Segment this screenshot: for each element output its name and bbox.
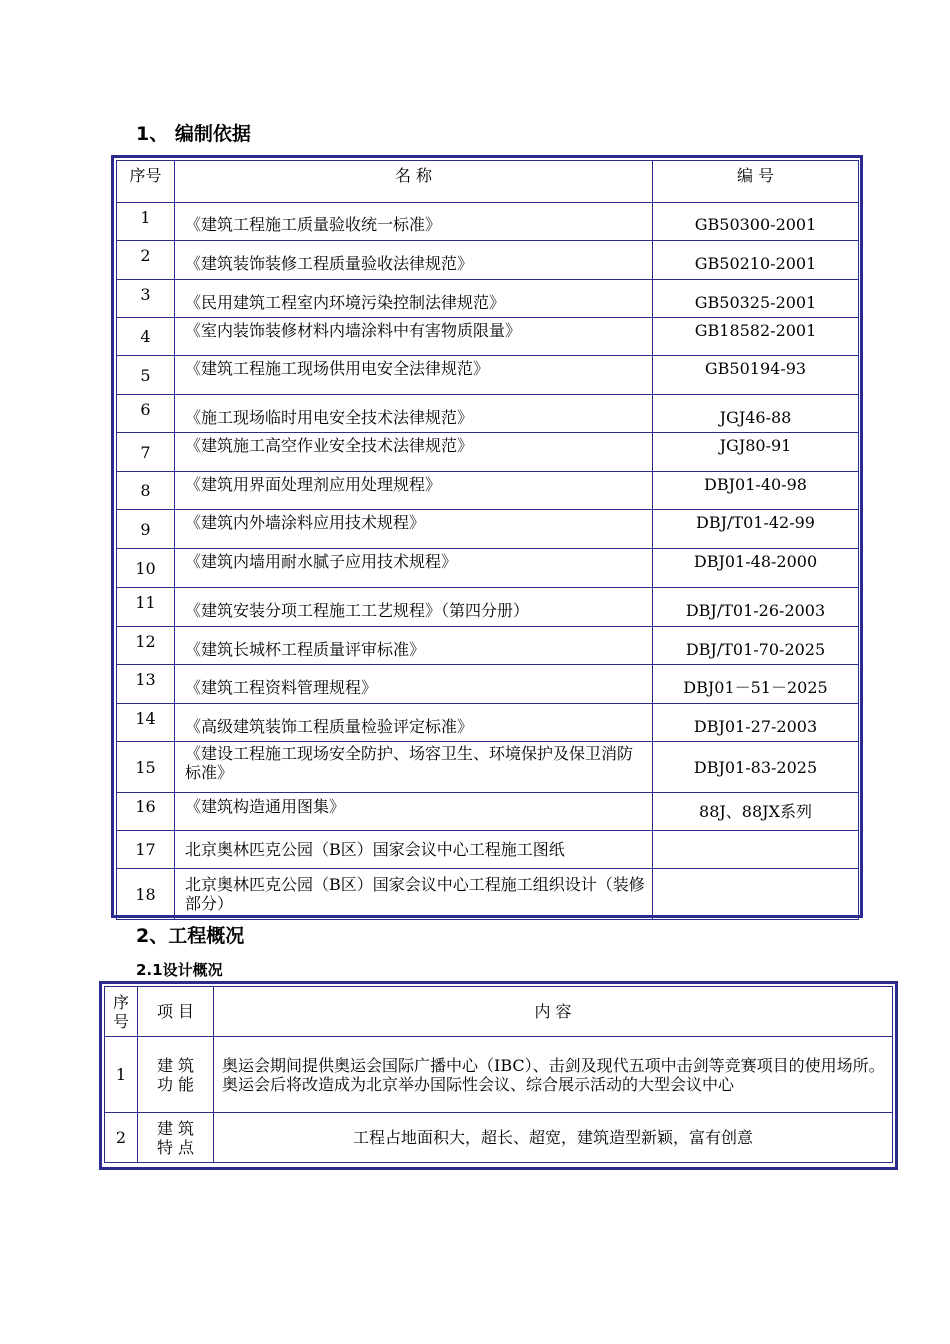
table-header-row	[105, 987, 893, 1037]
row-no: 2	[117, 241, 175, 280]
row-content: 工程占地面积大，超长、超宽，建筑造型新颖，富有创意	[214, 1113, 893, 1163]
section-2-1-title: 2.1设计概况	[136, 961, 223, 979]
table-row	[117, 665, 859, 704]
row-no: 2	[105, 1113, 138, 1163]
table-row	[117, 280, 859, 318]
row-name: 《建筑构造通用图集》	[175, 793, 653, 831]
row-name: 《建筑内外墙涂料应用技术规程》	[175, 510, 653, 549]
header-content: 内 容	[214, 987, 893, 1037]
row-code: DBJ/T01-26-2003	[653, 588, 859, 627]
table-row	[117, 472, 859, 510]
table-row	[117, 704, 859, 742]
row-code: JGJ80-91	[653, 433, 859, 472]
row-no: 3	[117, 280, 175, 318]
table-row	[117, 549, 859, 588]
standards-table	[111, 155, 863, 918]
row-name: 北京奥林匹克公园（B区）国家会议中心工程施工图纸	[175, 831, 653, 869]
row-code: GB18582-2001	[653, 318, 859, 356]
row-no: 11	[117, 588, 175, 627]
row-no: 4	[117, 318, 175, 356]
table-row	[117, 869, 859, 920]
header-item: 项 目	[138, 987, 214, 1037]
table-row	[117, 793, 859, 831]
row-no: 5	[117, 356, 175, 395]
table-row	[117, 395, 859, 433]
row-name: 《建设工程施工现场安全防护、场容卫生、环境保护及保卫消防标准》	[175, 742, 653, 793]
row-no: 1	[117, 203, 175, 241]
row-name: 《民用建筑工程室内环境污染控制法律规范》	[175, 280, 653, 318]
row-name: 北京奥林匹克公园（B区）国家会议中心工程施工组织设计（装修部分）	[175, 869, 653, 920]
table-row	[117, 203, 859, 241]
row-name: 《建筑装饰装修工程质量验收法律规范》	[175, 241, 653, 280]
row-code: DBJ/T01-70-2025	[653, 627, 859, 665]
row-code: 88J、88JX系列	[653, 793, 859, 831]
row-code: JGJ46-88	[653, 395, 859, 433]
table-header-row	[117, 161, 859, 203]
design-overview-table	[99, 981, 898, 1170]
row-code: GB50300-2001	[653, 203, 859, 241]
row-no: 8	[117, 472, 175, 510]
table-row	[117, 588, 859, 627]
table-row	[105, 1113, 893, 1163]
row-code: DBJ01-83-2025	[653, 742, 859, 793]
row-no: 15	[117, 742, 175, 793]
row-no: 13	[117, 665, 175, 704]
table-row	[117, 742, 859, 793]
design-overview-grid	[104, 986, 893, 1163]
standards-table-grid	[116, 160, 859, 920]
header-no: 序号	[117, 161, 175, 203]
row-code: GB50194-93	[653, 356, 859, 395]
row-name: 《建筑安装分项工程施工工艺规程》（第四分册）	[175, 588, 653, 627]
table-row	[117, 831, 859, 869]
table-row	[117, 627, 859, 665]
row-name: 《建筑内墙用耐水腻子应用技术规程》	[175, 549, 653, 588]
row-name: 《高级建筑装饰工程质量检验评定标准》	[175, 704, 653, 742]
section-1-title: 1、 编制依据	[136, 123, 251, 145]
row-code: GB50210-2001	[653, 241, 859, 280]
header-code: 编 号	[653, 161, 859, 203]
row-name: 《建筑工程资料管理规程》	[175, 665, 653, 704]
row-no: 1	[105, 1037, 138, 1113]
row-code	[653, 831, 859, 869]
row-no: 17	[117, 831, 175, 869]
row-name: 《施工现场临时用电安全技术法律规范》	[175, 395, 653, 433]
row-code	[653, 869, 859, 920]
table-row	[117, 510, 859, 549]
row-content: 奥运会期间提供奥运会国际广播中心（IBC）、击剑及现代五项中击剑等竞赛项目的使用场所。奥运会后将改造成为北京举办国际性会议、综合展示活动的大型会议中心	[214, 1037, 893, 1113]
row-code: DBJ01-27-2003	[653, 704, 859, 742]
row-no: 9	[117, 510, 175, 549]
header-name: 名 称	[175, 161, 653, 203]
header-no: 序号	[105, 987, 138, 1037]
row-no: 14	[117, 704, 175, 742]
row-code: DBJ01-48-2000	[653, 549, 859, 588]
table-row	[117, 318, 859, 356]
row-item: 建 筑 功 能	[138, 1037, 214, 1113]
row-name: 《建筑工程施工现场供用电安全法律规范》	[175, 356, 653, 395]
row-name: 《室内装饰装修材料内墙涂料中有害物质限量》	[175, 318, 653, 356]
row-no: 6	[117, 395, 175, 433]
row-code: GB50325-2001	[653, 280, 859, 318]
row-name: 《建筑用界面处理剂应用处理规程》	[175, 472, 653, 510]
row-name: 《建筑工程施工质量验收统一标准》	[175, 203, 653, 241]
row-no: 16	[117, 793, 175, 831]
row-code: DBJ01-40-98	[653, 472, 859, 510]
table-row	[117, 241, 859, 280]
table-row	[117, 356, 859, 395]
row-no: 18	[117, 869, 175, 920]
table-row	[105, 1037, 893, 1113]
table-row	[117, 433, 859, 472]
row-no: 12	[117, 627, 175, 665]
section-2-title: 2、工程概况	[136, 925, 245, 947]
row-item: 建 筑 特 点	[138, 1113, 214, 1163]
row-code: DBJ01－51－2025	[653, 665, 859, 704]
row-no: 10	[117, 549, 175, 588]
row-code: DBJ/T01-42-99	[653, 510, 859, 549]
row-no: 7	[117, 433, 175, 472]
row-name: 《建筑长城杯工程质量评审标准》	[175, 627, 653, 665]
row-name: 《建筑施工高空作业安全技术法律规范》	[175, 433, 653, 472]
